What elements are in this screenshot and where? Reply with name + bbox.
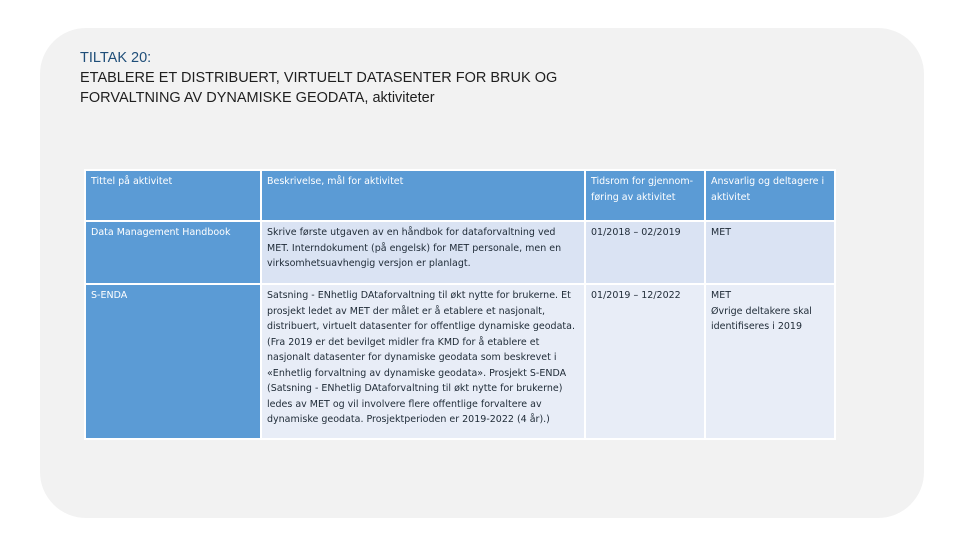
header-description: Beskrivelse, mål for aktivitet	[261, 170, 585, 221]
header-period: Tidsrom for gjennom-føring av aktivitet	[585, 170, 705, 221]
title-line-1: ETABLERE ET DISTRIBUERT, VIRTUELT DATASENTER FOR BRUK OG	[80, 70, 558, 86]
table-header-row	[85, 170, 835, 221]
cell-responsible	[705, 284, 835, 439]
cell-activity-title: S-ENDA	[85, 284, 261, 439]
title-line-2: FORVALTNING AV DYNAMISKE GEODATA, aktiviteter	[80, 90, 435, 106]
slide-title	[80, 48, 557, 108]
cell-description: Satsning - ENhetlig DAtaforvaltning til økt nytte for brukerne. Et prosjekt ledet av MET der målet er å etablere et nasjonalt, distribuert, virtuelt datasenter for offentlige dynamiske geodata. (Fra 2019 er det bevilget midler fra KMD for å etablere et nasjonalt datasenter for dynamiske geodata som beskrevet i «Enhetlig forvaltning av dynamiske geodata». Prosjekt S-ENDA (Satsning - ENhetlig DAtaforvaltning til økt nytte for brukerne) ledes av MET og vil involvere flere offentlige forvaltere av dynamiske geodata. Prosjektperioden er 2019-2022 (4 år).)	[261, 284, 585, 439]
responsible-secondary: Øvrige deltakere skal identifiseres i 2019	[711, 305, 812, 332]
header-activity-title: Tittel på aktivitet	[85, 170, 261, 221]
cell-period: 01/2019 – 12/2022	[585, 284, 705, 439]
table-row	[85, 284, 835, 439]
table-row	[85, 221, 835, 284]
cell-description: Skrive første utgaven av en håndbok for dataforvaltning ved MET. Interndokument (på engelsk) for MET personale, men en virksomhetsuavhengig versjon er planlagt.	[261, 221, 585, 284]
title-prefix: TILTAK 20:	[80, 50, 152, 66]
header-responsible: Ansvarlig og deltagere i aktivitet	[705, 170, 835, 221]
cell-responsible	[705, 221, 835, 284]
activities-table	[84, 169, 836, 440]
responsible-primary: MET	[711, 290, 732, 301]
responsible-primary: MET	[711, 227, 732, 238]
cell-period: 01/2018 – 02/2019	[585, 221, 705, 284]
cell-activity-title: Data Management Handbook	[85, 221, 261, 284]
